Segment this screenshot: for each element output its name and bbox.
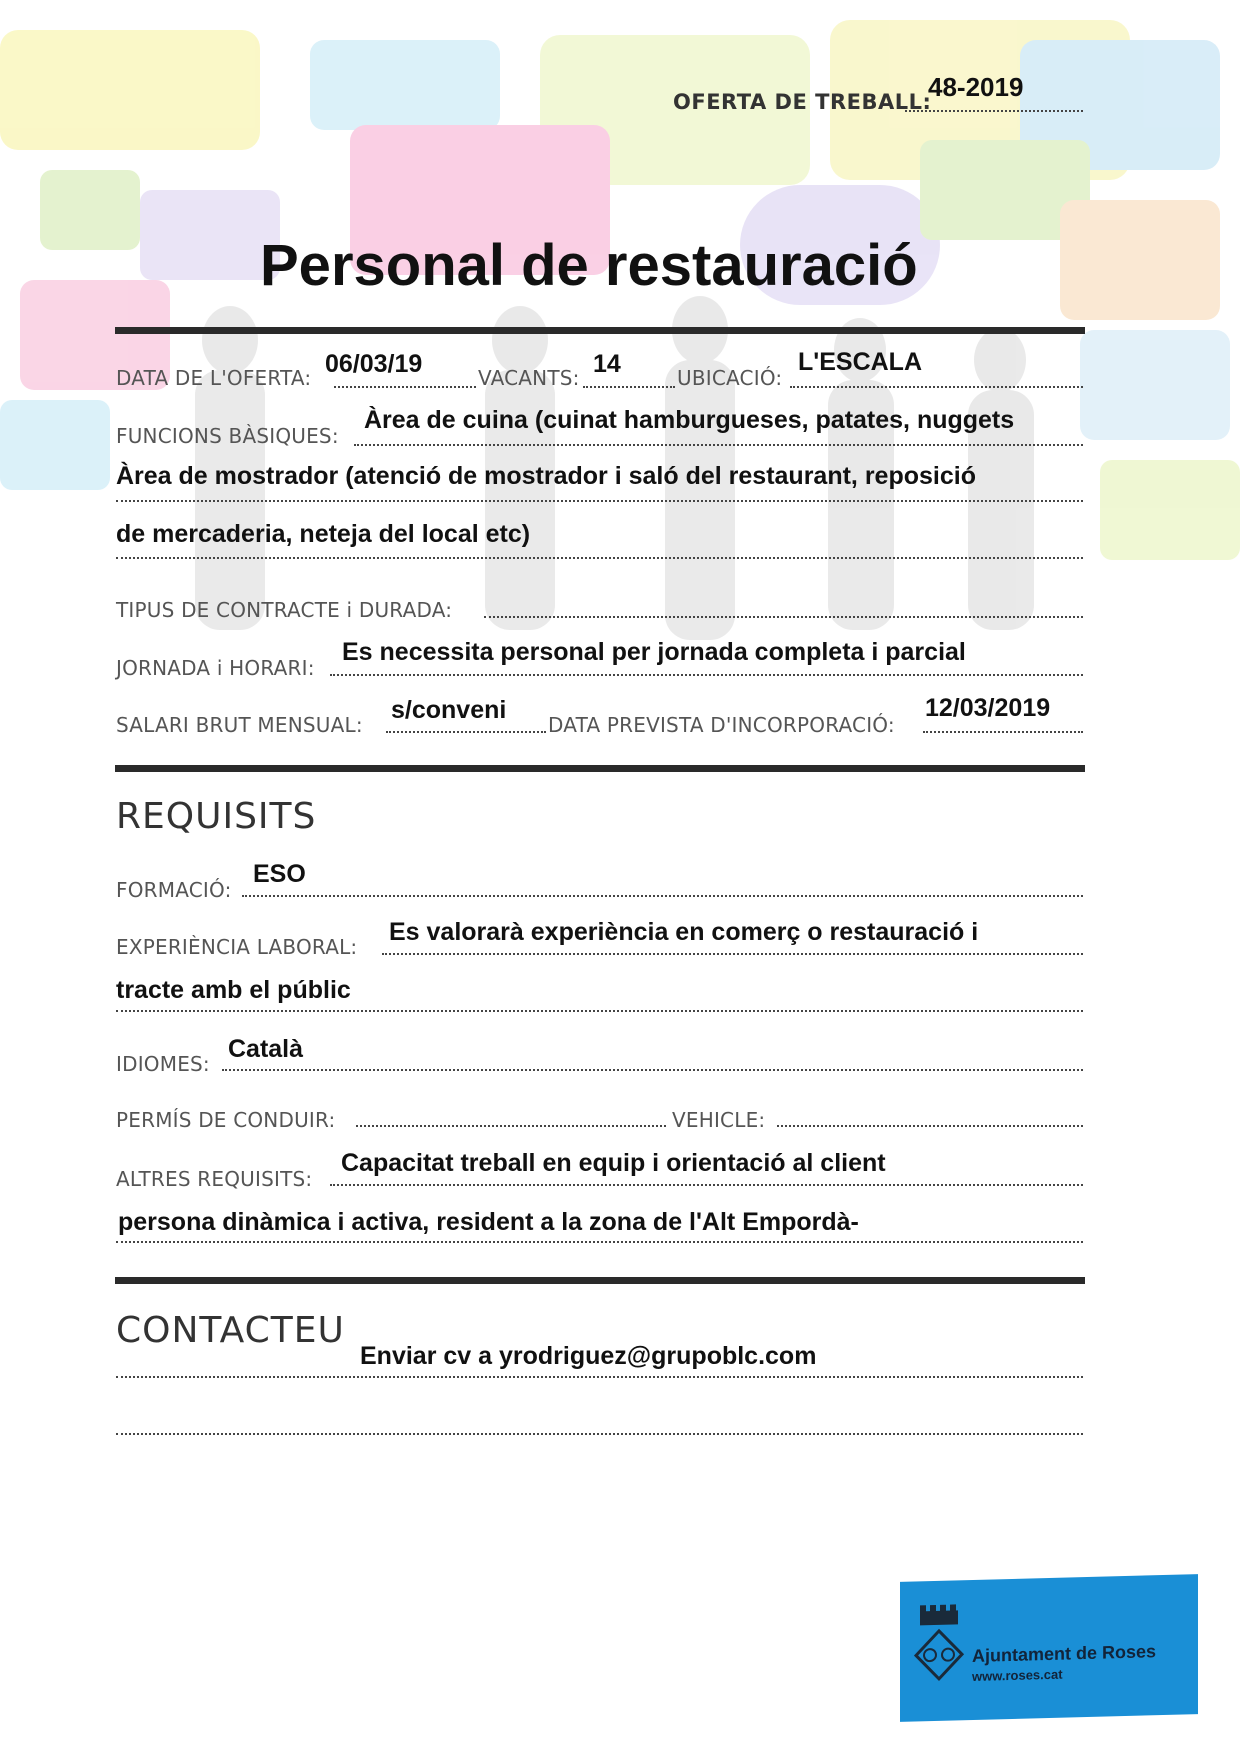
other-requirements-label: ALTRES REQUISITS:: [116, 1167, 313, 1191]
offer-number-line: [905, 110, 1083, 112]
offer-number-value: 48-2019: [928, 72, 1024, 102]
offer-number-label: OFERTA DE TREBALL:: [673, 90, 932, 114]
offer-date-label: DATA DE L'OFERTA:: [116, 366, 312, 390]
vehicle-line: [777, 1125, 1083, 1127]
experience-value-2: tracte amb el públic: [116, 976, 351, 1004]
license-label: PERMÍS DE CONDUIR:: [116, 1108, 336, 1132]
contract-line: [484, 616, 1083, 618]
vacancies-value: 14: [593, 350, 621, 378]
education-label: FORMACIÓ:: [116, 878, 232, 902]
vehicle-label: VEHICLE:: [672, 1108, 766, 1132]
functions-label: FUNCIONS BÀSIQUES:: [116, 424, 339, 448]
license-line: [356, 1125, 666, 1127]
offer-date-value: 06/03/19: [325, 350, 423, 378]
salary-label: SALARI BRUT MENSUAL:: [116, 713, 363, 737]
contact-value-1: Enviar cv a yrodriguez@grupoblc.com: [360, 1342, 817, 1370]
schedule-value: Es necessita personal per jornada completa i parcial: [342, 638, 966, 666]
functions-line-2: [116, 500, 1083, 502]
salary-value: s/conveni: [391, 696, 507, 724]
vacancies-label: VACANTS:: [478, 366, 580, 390]
vacancies-line: [583, 386, 675, 388]
requirements-heading: REQUISITS: [116, 796, 317, 837]
schedule-line: [330, 674, 1083, 676]
functions-line-1: [354, 444, 1083, 446]
location-label: UBICACIÓ:: [677, 366, 783, 390]
offer-date-line: [334, 386, 476, 388]
contact-heading: CONTACTEU: [116, 1310, 345, 1351]
contact-line-1: [116, 1376, 1083, 1378]
start-date-label: DATA PREVISTA D'INCORPORACIÓ:: [548, 713, 895, 737]
start-date-line: [923, 731, 1083, 733]
other-requirements-line-2: [116, 1241, 1083, 1243]
crest-icon: [914, 1602, 968, 1693]
functions-value-3: de mercaderia, neteja del local etc): [116, 520, 531, 548]
salary-line: [386, 731, 546, 733]
logo-name: Ajuntament de Roses: [972, 1641, 1157, 1667]
other-requirements-line-1: [330, 1184, 1083, 1186]
functions-value-1: Àrea de cuina (cuinat hamburgueses, patates, nuggets: [364, 406, 1015, 434]
languages-label: IDIOMES:: [116, 1052, 210, 1076]
location-value: L'ESCALA: [798, 348, 922, 376]
experience-value-1: Es valorarà experiència en comerç o restauració i: [389, 918, 979, 946]
experience-label: EXPERIÈNCIA LABORAL:: [116, 935, 358, 959]
experience-line-2: [116, 1010, 1083, 1012]
functions-line-3: [116, 557, 1083, 559]
contract-label: TIPUS DE CONTRACTE i DURADA:: [116, 598, 453, 622]
functions-value-2: Àrea de mostrador (atenció de mostrador i saló del restaurant, reposició: [116, 462, 976, 490]
languages-line: [222, 1069, 1083, 1071]
experience-line-1: [382, 953, 1083, 955]
page-title: Personal de restauració: [260, 233, 918, 298]
logo-url: www.roses.cat: [972, 1666, 1063, 1685]
schedule-label: JORNADA i HORARI:: [116, 656, 315, 680]
location-line: [790, 386, 1083, 388]
other-requirements-value-1: Capacitat treball en equip i orientació al client: [341, 1149, 886, 1177]
other-requirements-value-2: persona dinàmica i activa, resident a la zona de l'Alt Empordà-: [118, 1208, 859, 1236]
start-date-value: 12/03/2019: [925, 694, 1051, 722]
divider-bottom: [115, 1277, 1085, 1284]
divider-middle: [115, 765, 1085, 772]
logo-panel: [900, 1574, 1198, 1722]
contact-line-2: [116, 1433, 1083, 1435]
education-value: ESO: [253, 860, 306, 888]
divider-top: [115, 327, 1085, 334]
education-line: [242, 895, 1083, 897]
languages-value: Català: [228, 1035, 304, 1063]
